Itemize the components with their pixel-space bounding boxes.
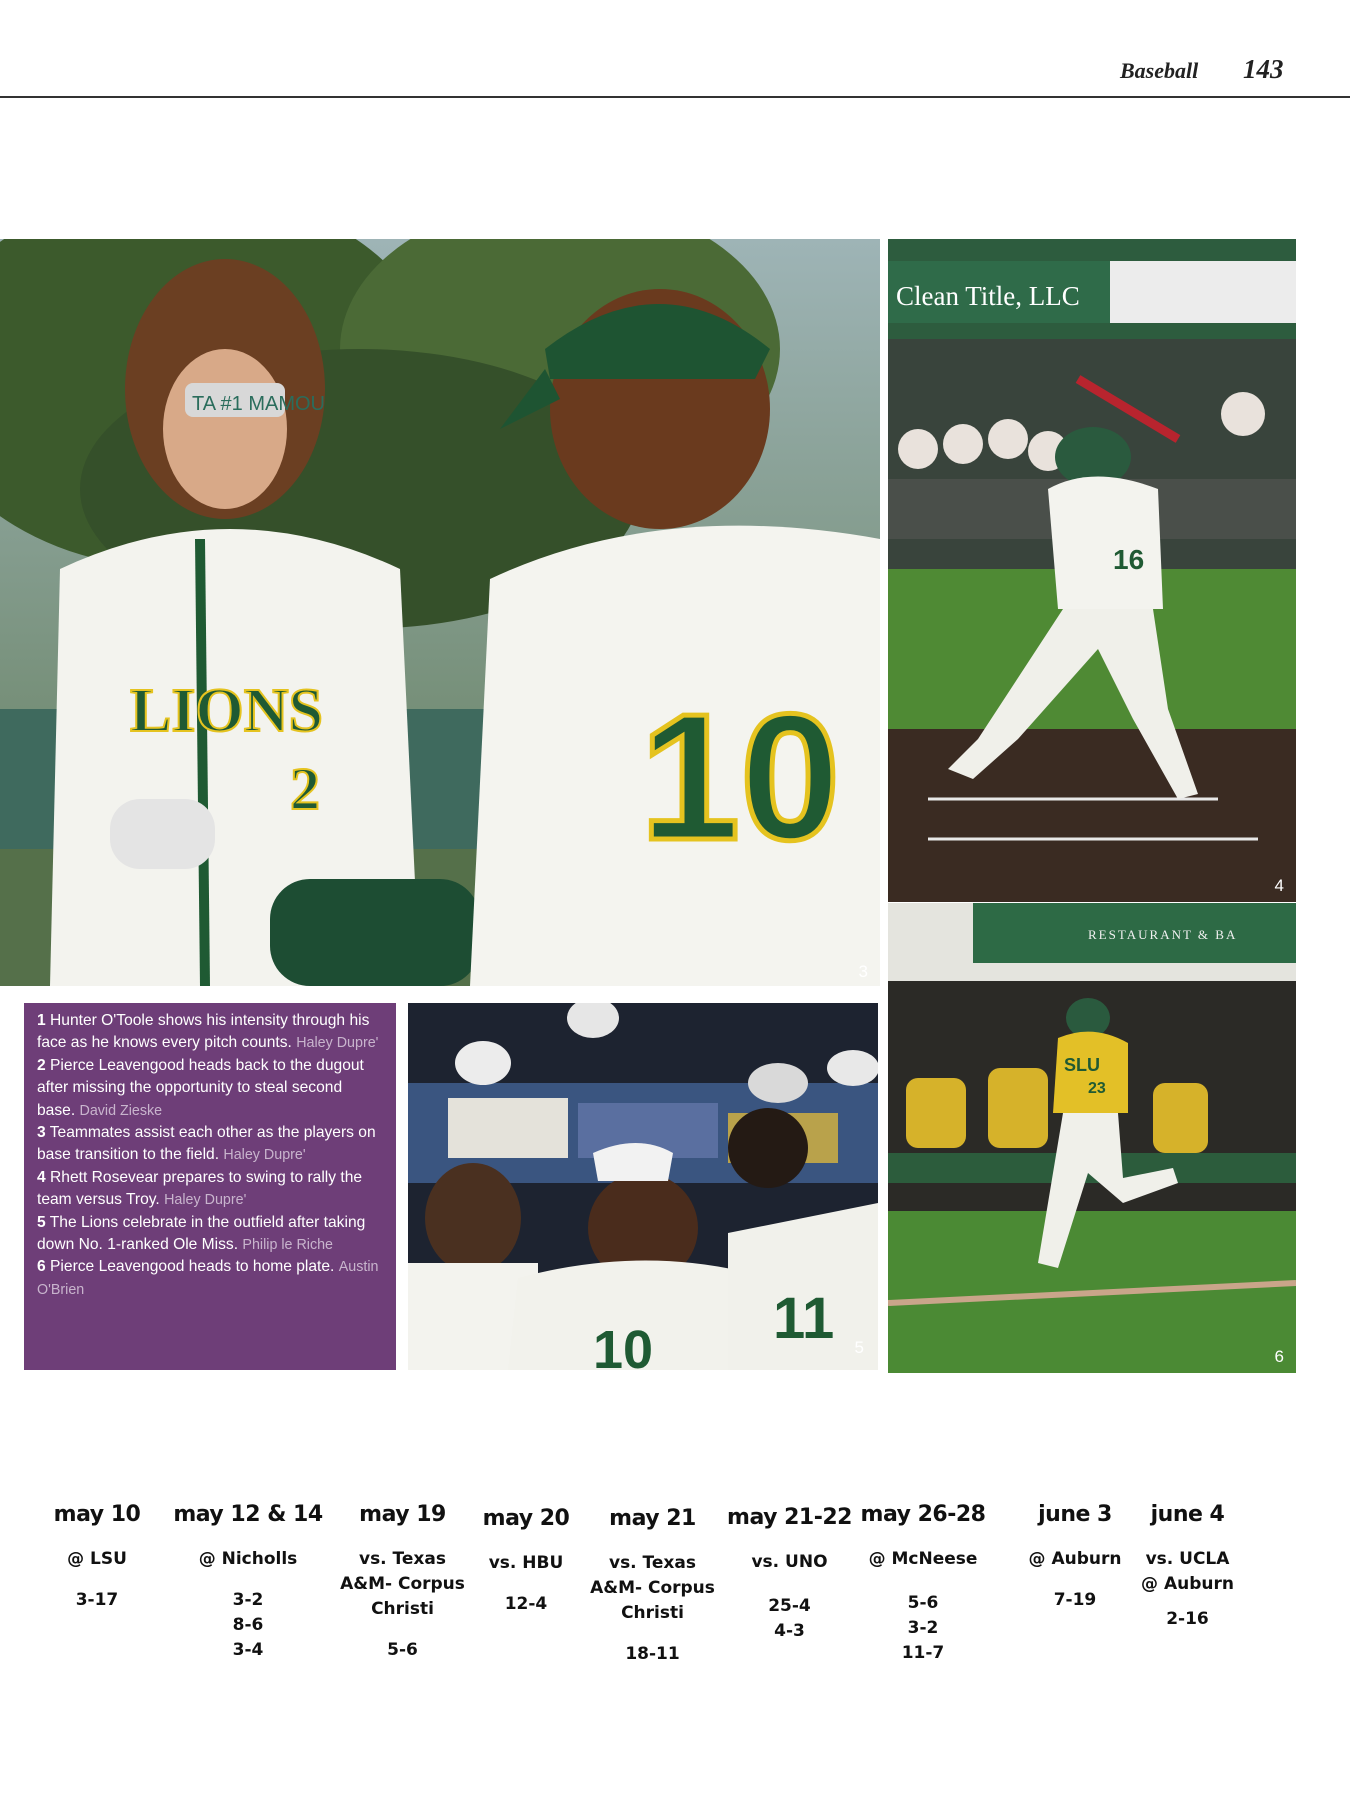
photo-credit: Haley Dupre' — [164, 1192, 247, 1209]
photo-batter-image — [888, 239, 1296, 902]
game-date: may 10 — [53, 1502, 141, 1527]
caption-item: 2 Pierce Leavengood heads back to the dugout after missing the opportunity to steal second base. David Zieske — [37, 1056, 364, 1119]
schedule-game — [1135, 1502, 1240, 1632]
game-scores: 3-2 8-6 3-4 — [232, 1590, 264, 1660]
photo-number-6: 6 — [1274, 1347, 1284, 1366]
game-opponent: vs. HBU — [488, 1553, 564, 1573]
section-title: Baseball — [1120, 58, 1199, 83]
game-scores: 7-19 — [1053, 1590, 1097, 1610]
game-date: june 3 — [1038, 1502, 1112, 1527]
caption-item: 3 Teammates assist each other as the players on base transition to the field. Haley Dupre' — [37, 1124, 376, 1164]
game-scores: 5-6 — [387, 1640, 418, 1660]
game-opponent: @ LSU — [67, 1549, 127, 1569]
schedule-game — [476, 1506, 576, 1617]
caption-item: 5 The Lions celebrate in the outfield after taking down No. 1-ranked Ole Miss. Philip le Riche — [37, 1213, 366, 1254]
restaurant-banner-text: RESTAURANT & BA — [1088, 927, 1238, 942]
photo-teammates — [0, 239, 880, 986]
game-opponent: @ McNeese — [868, 1549, 978, 1569]
game-opponent: @ Auburn — [1028, 1549, 1122, 1569]
schedule-game — [1015, 1502, 1135, 1613]
celebrate-ten-text: 10 — [593, 1320, 654, 1370]
schedule-game — [168, 1502, 328, 1663]
photo-batter — [888, 239, 1296, 902]
game-date: may 26-28 — [860, 1502, 986, 1527]
photo-credit: Philip le Riche — [242, 1237, 334, 1254]
schedule-game — [37, 1502, 157, 1613]
slu-jersey-text: SLU — [1064, 1055, 1100, 1075]
game-scores: 25-4 4-3 — [768, 1596, 811, 1641]
jersey-ten-text: 10 — [640, 677, 841, 878]
photo-celebration-image — [408, 1003, 878, 1370]
schedule-game — [727, 1505, 852, 1644]
game-opponent: vs. UNO — [751, 1552, 828, 1572]
schedule-game — [858, 1502, 988, 1666]
photo-credit: Haley Dupre' — [296, 1035, 379, 1052]
game-scores: 5-6 3-2 11-7 — [901, 1593, 945, 1663]
photo-number-4: 4 — [1274, 876, 1284, 895]
game-date: june 4 — [1150, 1502, 1225, 1527]
photo-number-3: 3 — [858, 962, 868, 981]
batter-number-text: 16 — [1113, 544, 1145, 575]
game-scores: 18-11 — [625, 1644, 680, 1664]
game-opponent: vs. UCLA @ Auburn — [1141, 1549, 1234, 1594]
sign-clean-title: Clean Title, LLC — [896, 281, 1080, 311]
game-opponent: @ Nicholls — [198, 1549, 298, 1569]
schedule-game — [335, 1502, 470, 1663]
photo-celebration — [408, 1003, 878, 1370]
photo-number-5: 5 — [854, 1338, 864, 1357]
caption-item: 6 Pierce Leavengood heads to home plate. Austin O'Brien — [37, 1258, 379, 1298]
game-date: may 21-22 — [727, 1505, 852, 1530]
game-scores: 3-17 — [75, 1590, 119, 1610]
caption-item: 1 Hunter O'Toole shows his intensity through his face as he knows every pitch counts. Haley Dupre' — [37, 1012, 379, 1052]
game-date: may 21 — [609, 1506, 696, 1531]
caption-box — [24, 1003, 396, 1370]
jersey-lions-text: LIONS — [130, 677, 323, 745]
photo-teammates-image — [0, 239, 880, 986]
photo-home-plate — [888, 903, 1296, 1373]
celebrate-eleven-text: 11 — [773, 1286, 835, 1351]
photo-credit: Haley Dupre' — [223, 1147, 306, 1164]
header-rule — [0, 96, 1350, 98]
game-date: may 12 & 14 — [173, 1502, 323, 1527]
game-opponent: vs. Texas A&M- Corpus Christi — [590, 1553, 715, 1623]
game-scores: 12-4 — [504, 1594, 548, 1614]
game-date: may 20 — [482, 1506, 570, 1531]
caption-item: 4 Rhett Rosevear prepares to swing to rally the team versus Troy. Haley Dupre' — [37, 1168, 363, 1209]
jersey-two-text: 2 — [290, 756, 320, 822]
slu-number-text: 23 — [1088, 1080, 1106, 1097]
game-date: may 19 — [359, 1502, 446, 1527]
page-number: 143 — [1243, 54, 1284, 84]
schedule-game — [585, 1506, 720, 1667]
game-opponent: vs. Texas A&M- Corpus Christi — [340, 1549, 465, 1619]
headband-text: TA #1 MAMOU — [192, 393, 325, 415]
photo-credit: David Zieske — [79, 1102, 163, 1119]
photo-home-plate-image — [888, 903, 1296, 1373]
game-scores: 2-16 — [1166, 1609, 1209, 1629]
photo-credit: Austin O'Brien — [37, 1259, 379, 1298]
